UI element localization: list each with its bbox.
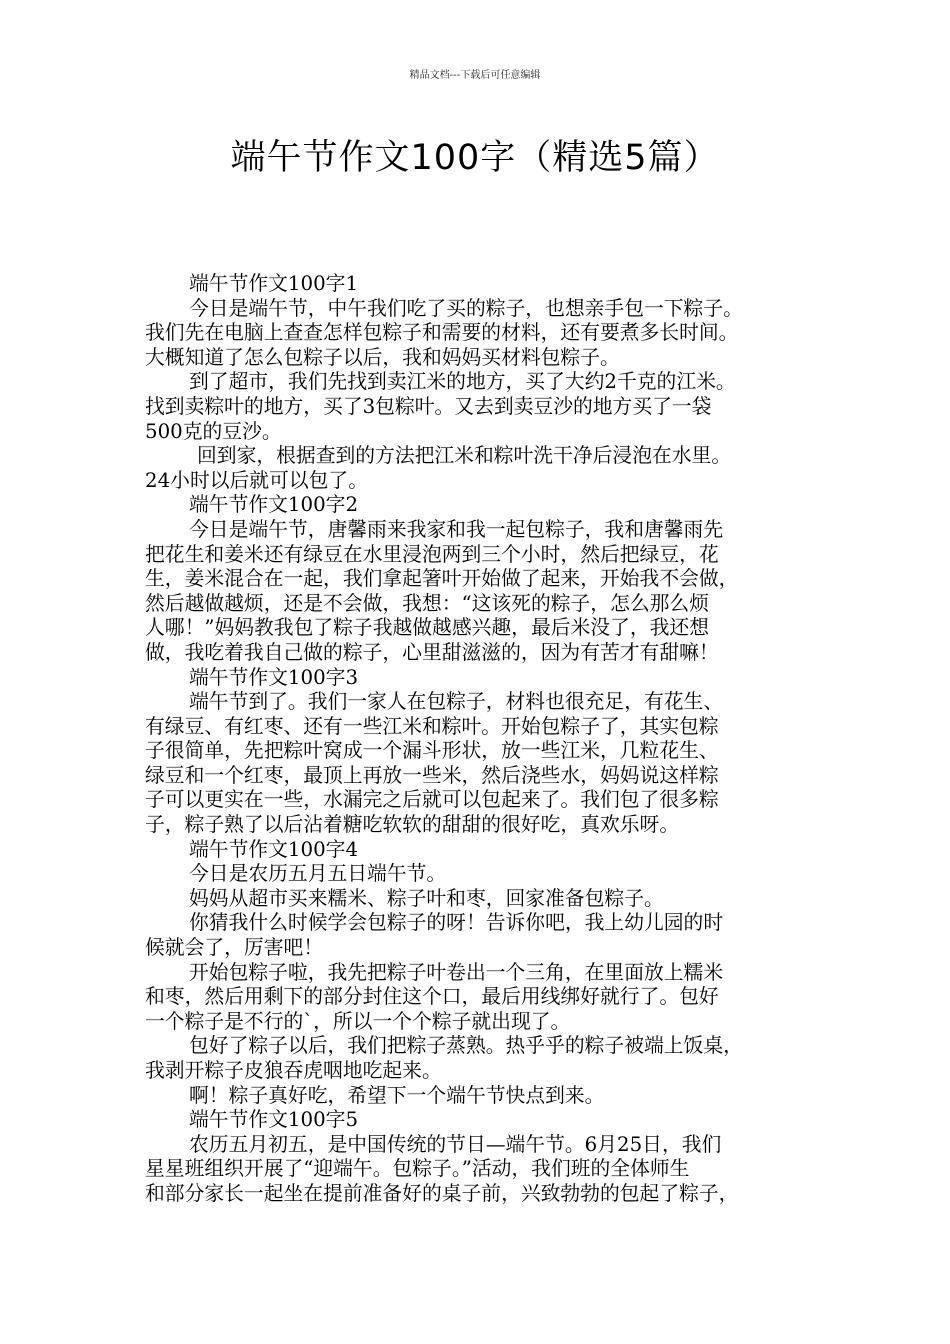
text-line: 大概知道了怎么包粽子以后，我和妈妈买材料包粽子。 xyxy=(145,345,620,369)
text-line: 端午节作文100字2 xyxy=(189,493,359,517)
text-line: 你猜我什么时候学会包粽子的呀！告诉你吧，我上幼儿园的时 xyxy=(189,911,724,935)
text-line: 一个粽子是不行的`，所以一个个粽子就出现了。 xyxy=(145,1009,571,1033)
text-line: 农历五月初五，是中国传统的节日—端午节。6月25日，我们 xyxy=(189,1132,722,1156)
text-line: 包好了粽子以后，我们把粽子蒸熟。热乎乎的粽子被端上饭桌， xyxy=(189,1034,743,1058)
text-line: 子可以更实在一些，水漏完之后就可以包起来了。我们包了很多粽 xyxy=(145,788,719,812)
text-line: 端午节作文100字3 xyxy=(189,665,359,689)
text-line: 做，我吃着我自己做的粽子，心里甜滋滋的，因为有苦才有甜嘛！ xyxy=(145,640,719,664)
text-line: 人哪！”妈妈教我包了粽子我越做越感兴趣，最后米没了，我还想 xyxy=(145,616,709,640)
text-line: 我剥开粽子皮狼吞虎咽地吃起来。 xyxy=(145,1059,442,1082)
text-line: 今日是端午节，中午我们吃了买的粽子，也想亲手包一下粽子。 xyxy=(189,296,743,320)
text-line: 找到卖粽叶的地方，买了3包粽叶。又去到卖豆沙的地方买了一袋 xyxy=(145,394,712,418)
text-line: 绿豆和一个红枣，最顶上再放一些米，然后浇些水，妈妈说这样粽 xyxy=(145,763,719,787)
document-body xyxy=(145,272,827,1207)
text-line: 星星班组织开展了“迎端午。包粽子。”活动，我们班的全体师生 xyxy=(145,1157,690,1181)
document-title: 端午节作文100字（精选5篇） xyxy=(230,138,720,178)
text-line: 今日是农历五月五日端午节。 xyxy=(189,862,447,886)
text-line: 然后越做越烦，还是不会做，我想：“这该死的粽子，怎么那么烦 xyxy=(145,591,709,615)
text-line: 子很简单，先把粽叶窝成一个漏斗形状，放一些江米，几粒花生、 xyxy=(145,739,719,763)
text-line: 生，姜米混合在一起，我们拿起箸叶开始做了起来，开始我不会做， xyxy=(145,567,739,591)
text-line: 我们先在电脑上查查怎样包粽子和需要的材料，还有要煮多长时间。 xyxy=(145,321,739,345)
text-line: 候就会了，厉害吧！ xyxy=(145,936,324,960)
text-line: 开始包粽子啦，我先把粽子叶卷出一个三角，在里面放上糯米 xyxy=(189,960,724,984)
text-line: 500克的豆沙。 xyxy=(145,419,282,443)
text-line: 24小时以后就可以包了。 xyxy=(145,468,368,492)
text-line: 端午节到了。我们一家人在包粽子，材料也很充足，有花生、 xyxy=(189,690,724,714)
text-line: 回到家，根据查到的方法把江米和粽叶洗干净后浸泡在水里。 xyxy=(197,444,732,468)
text-line: 啊！粽子真好吃，希望下一个端午节快点到来。 xyxy=(189,1083,605,1107)
header-note: 精品文档---下载后可任意编辑 xyxy=(409,70,541,81)
text-line: 端午节作文100字5 xyxy=(189,1108,359,1132)
text-line: 和枣，然后用剩下的部分封住这个口，最后用线绑好就行了。包好 xyxy=(145,985,719,1009)
text-line: 到了超市，我们先找到卖江米的地方，买了大约2千克的江米。 xyxy=(189,370,736,394)
text-line: 妈妈从超市买来糯米、粽子叶和枣，回家准备包粽子。 xyxy=(189,886,664,910)
text-line: 端午节作文100字4 xyxy=(189,837,359,861)
text-line: 子，粽子熟了以后沾着糖吃软软的甜甜的很好吃，真欢乐呀。 xyxy=(145,813,680,837)
text-line: 端午节作文100字1 xyxy=(189,272,359,295)
text-line: 把花生和姜米还有绿豆在水里浸泡两到三个小时，然后把绿豆，花 xyxy=(145,542,719,566)
text-line: 和部分家长一起坐在提前准备好的桌子前，兴致勃勃的包起了粽子， xyxy=(145,1181,739,1205)
text-line: 有绿豆、有红枣、还有一些江米和粽叶。开始包粽子了，其实包粽 xyxy=(145,714,719,738)
text-line: 今日是端午节，唐馨雨来我家和我一起包粽子，我和唐馨雨先 xyxy=(189,517,724,541)
